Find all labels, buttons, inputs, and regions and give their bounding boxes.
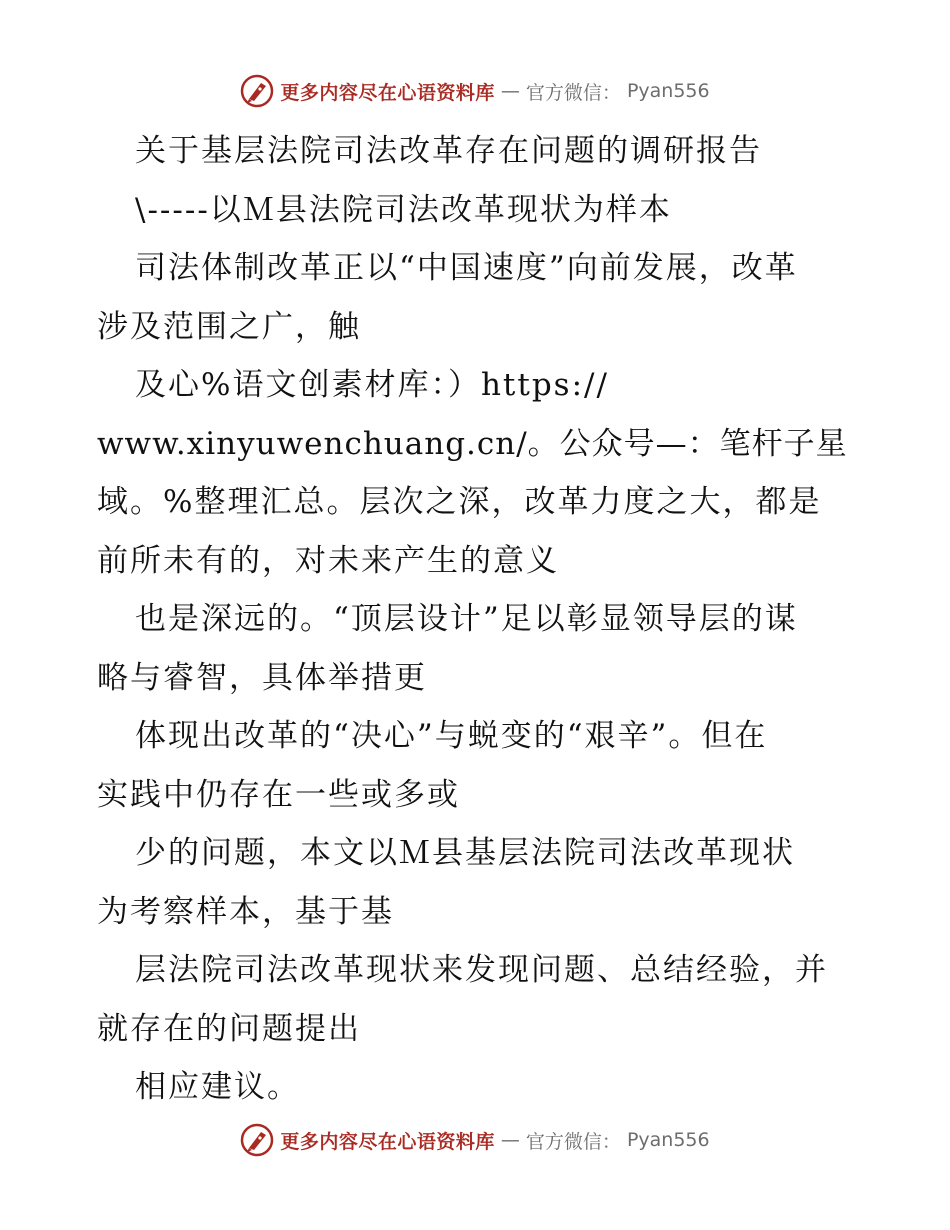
pen-nib-icon — [240, 1123, 274, 1157]
document-subtitle: \-----以Ｍ县法院司法改革现状为样本 — [135, 191, 672, 228]
text-line: 层法院司法改革现状来发现问题、总结经验，并 — [135, 952, 828, 988]
banner-separator: — — [500, 1129, 520, 1151]
banner-separator: — — [500, 80, 520, 102]
banner-wechat-label: 官方微信： — [525, 1130, 621, 1153]
text-line: 少的问题，本文以Ｍ县基层法院司法改革现状 — [135, 835, 795, 871]
text-line: 就存在的问题提出 — [97, 1010, 361, 1047]
text-line: 略与睿智，具体举措更 — [97, 659, 427, 696]
text-line: 也是深远的。“顶层设计”足以彰显领导层的谋 — [135, 601, 798, 637]
banner-wechat-handle: Pyan556 — [626, 1129, 710, 1151]
banner-wechat-handle: Pyan556 — [626, 80, 710, 102]
text-line: www.xinyuwenchuang.cn/。公众号—：笔杆子星 — [97, 425, 848, 462]
pen-nib-icon — [240, 74, 274, 108]
footer-watermark-banner — [0, 1120, 950, 1160]
text-line: 实践中仍存在一些或多或 — [97, 776, 460, 813]
document-body — [97, 122, 867, 1117]
document-title: 关于基层法院司法改革存在问题的调研报告 — [135, 133, 762, 169]
banner-wechat-label: 官方微信： — [525, 81, 621, 104]
text-line: 及心%语文创素材库：）https:// — [135, 367, 609, 403]
text-line: 为考察样本，基于基 — [97, 893, 394, 930]
text-line: 体现出改革的“决心”与蜕变的“艰辛”。但在 — [135, 718, 768, 754]
banner-main-text: 更多内容尽在心语资料库 — [280, 1130, 495, 1153]
text-line: 域。%整理汇总。层次之深，改革力度之大，都是 — [97, 484, 822, 520]
header-watermark-banner — [0, 71, 950, 111]
text-line: 相应建议。 — [135, 1069, 300, 1105]
banner-main-text: 更多内容尽在心语资料库 — [280, 81, 495, 104]
text-line: 司法体制改革正以“中国速度”向前发展，改革 — [135, 250, 798, 286]
text-line: 涉及范围之广，触 — [97, 308, 361, 345]
text-line: 前所未有的，对未来产生的意义 — [97, 542, 559, 579]
